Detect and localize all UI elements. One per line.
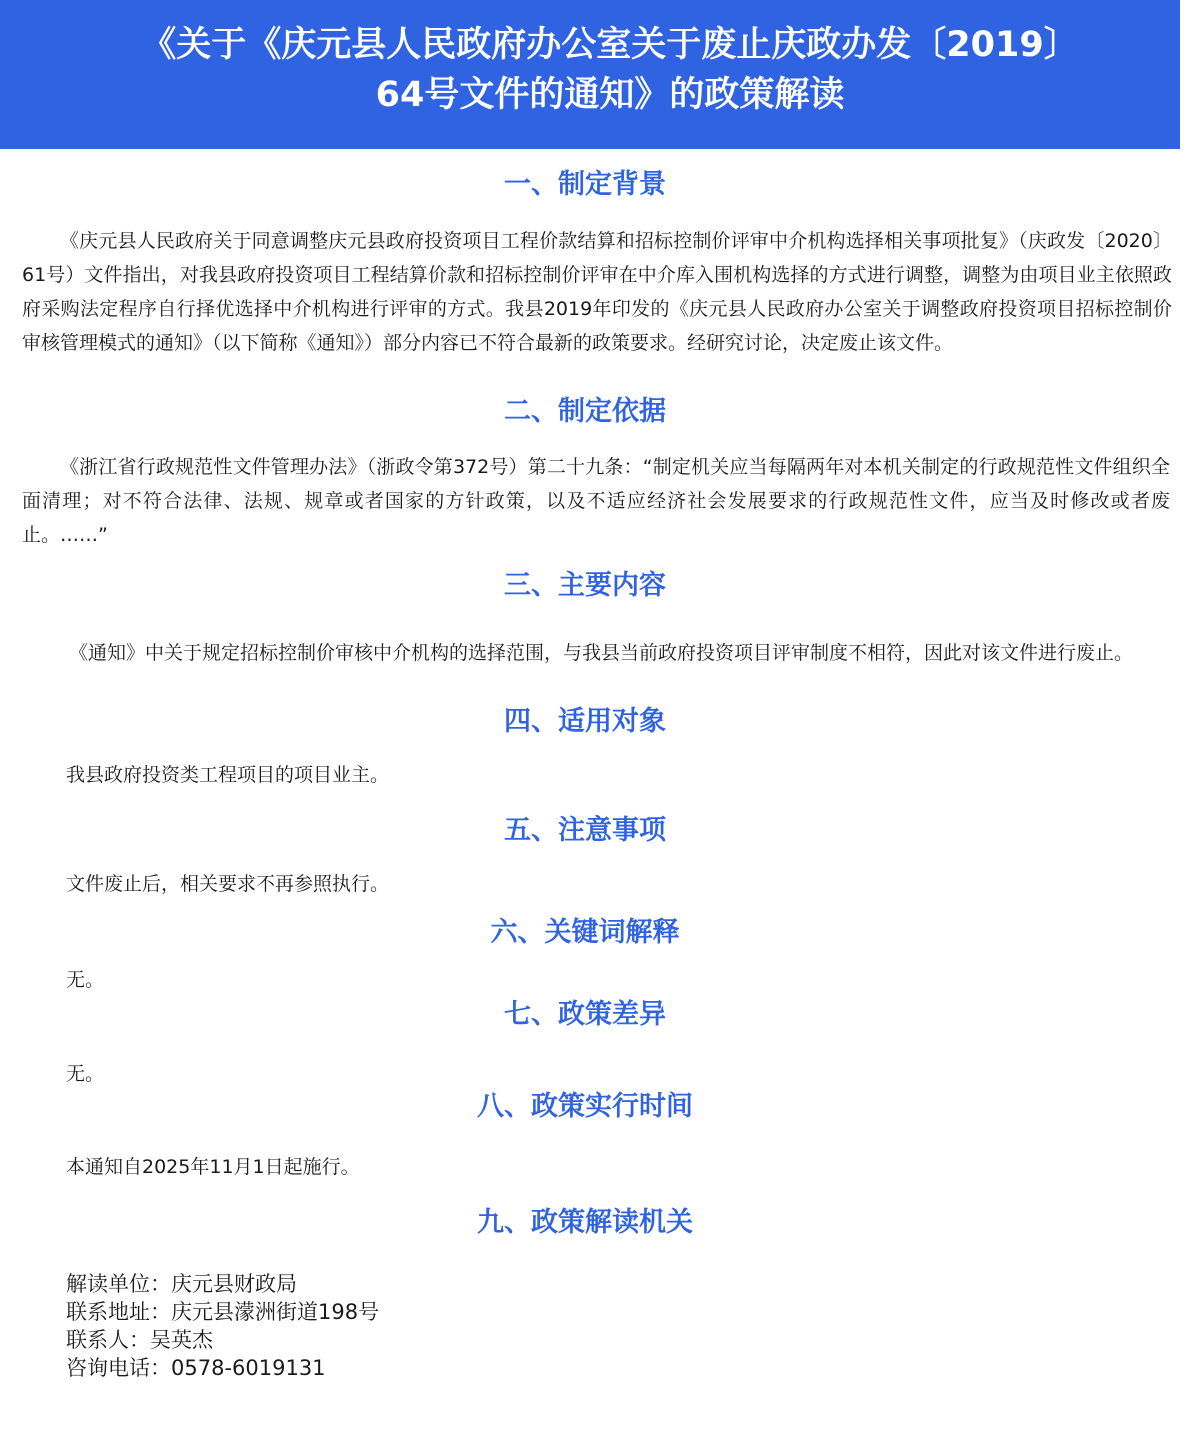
section-title-basis: 二、制定依据: [504, 396, 666, 427]
contact-address: 联系地址：庆元县濛洲街道198号: [66, 1300, 380, 1324]
page-title-line1: 《关于《庆元县人民政府办公室关于废止庆政办发〔2019〕: [141, 25, 1079, 65]
section-title-notes: 五、注意事项: [504, 815, 666, 846]
section-title-effective-date: 八、政策实行时间: [477, 1091, 693, 1122]
section-title-background: 一、制定背景: [504, 169, 666, 200]
section-body-keyword-explanation: 无。: [66, 969, 105, 991]
contact-unit: 解读单位：庆元县财政局: [66, 1272, 297, 1296]
section-body-main-content: 《通知》中关于规定招标控制价审核中介机构的选择范围，与我县当前政府投资项目评审制度不相符，因此对该文件进行废止。: [69, 642, 1134, 664]
page-title: [60, 20, 1160, 120]
title-banner: [0, 0, 1180, 149]
section-title-main-content: 三、主要内容: [504, 570, 666, 601]
section-body-policy-difference: 无。: [66, 1063, 105, 1085]
section-title-applicable-objects: 四、适用对象: [504, 706, 666, 737]
section-body-applicable-objects: 我县政府投资类工程项目的项目业主。: [66, 764, 390, 786]
section-body-basis: 《浙江省行政规范性文件管理办法》（浙政令第372号）第二十九条：“制定机关应当每隔两年对本机关制定的行政规范性文件组织全面清理；对不符合法律、法规、规章或者国家的方针政策，以及不适应经济社会发展要求的行政规范性文件，应当及时修改或者废止。……”: [22, 456, 1170, 546]
page-title-line2: 64号文件的通知》的政策解读: [375, 75, 845, 115]
section-title-interpreting-agency: 九、政策解读机关: [477, 1207, 693, 1238]
section-body-effective-date: 本通知自2025年11月1日起施行。: [66, 1156, 360, 1178]
contact-info: [66, 1270, 379, 1382]
section-body-notes: 文件废止后，相关要求不再参照执行。: [66, 873, 390, 895]
contact-phone: 咨询电话：0578-6019131: [66, 1356, 326, 1380]
contact-person: 联系人：吴英杰: [66, 1328, 213, 1352]
section-title-keyword-explanation: 六、关键词解释: [490, 917, 680, 948]
section-title-policy-difference: 七、政策差异: [504, 999, 666, 1030]
section-body-background: 《庆元县人民政府关于同意调整庆元县政府投资项目工程价款结算和招标控制价评审中介机构选择相关事项批复》（庆政发〔2020〕61号）文件指出，对我县政府投资项目工程结算价款和招标控制价评审在中介库入围机构选择的方式进行调整，调整为由项目业主依照政府采购法定程序自行择优选择中介机构进行评审的方式。我县2019年印发的《庆元县人民政府办公室关于调整政府投资项目招标控制价审核管理模式的通知》（以下简称《通知》）部分内容已不符合最新的政策要求。经研究讨论，决定废止该文件。: [22, 230, 1172, 354]
